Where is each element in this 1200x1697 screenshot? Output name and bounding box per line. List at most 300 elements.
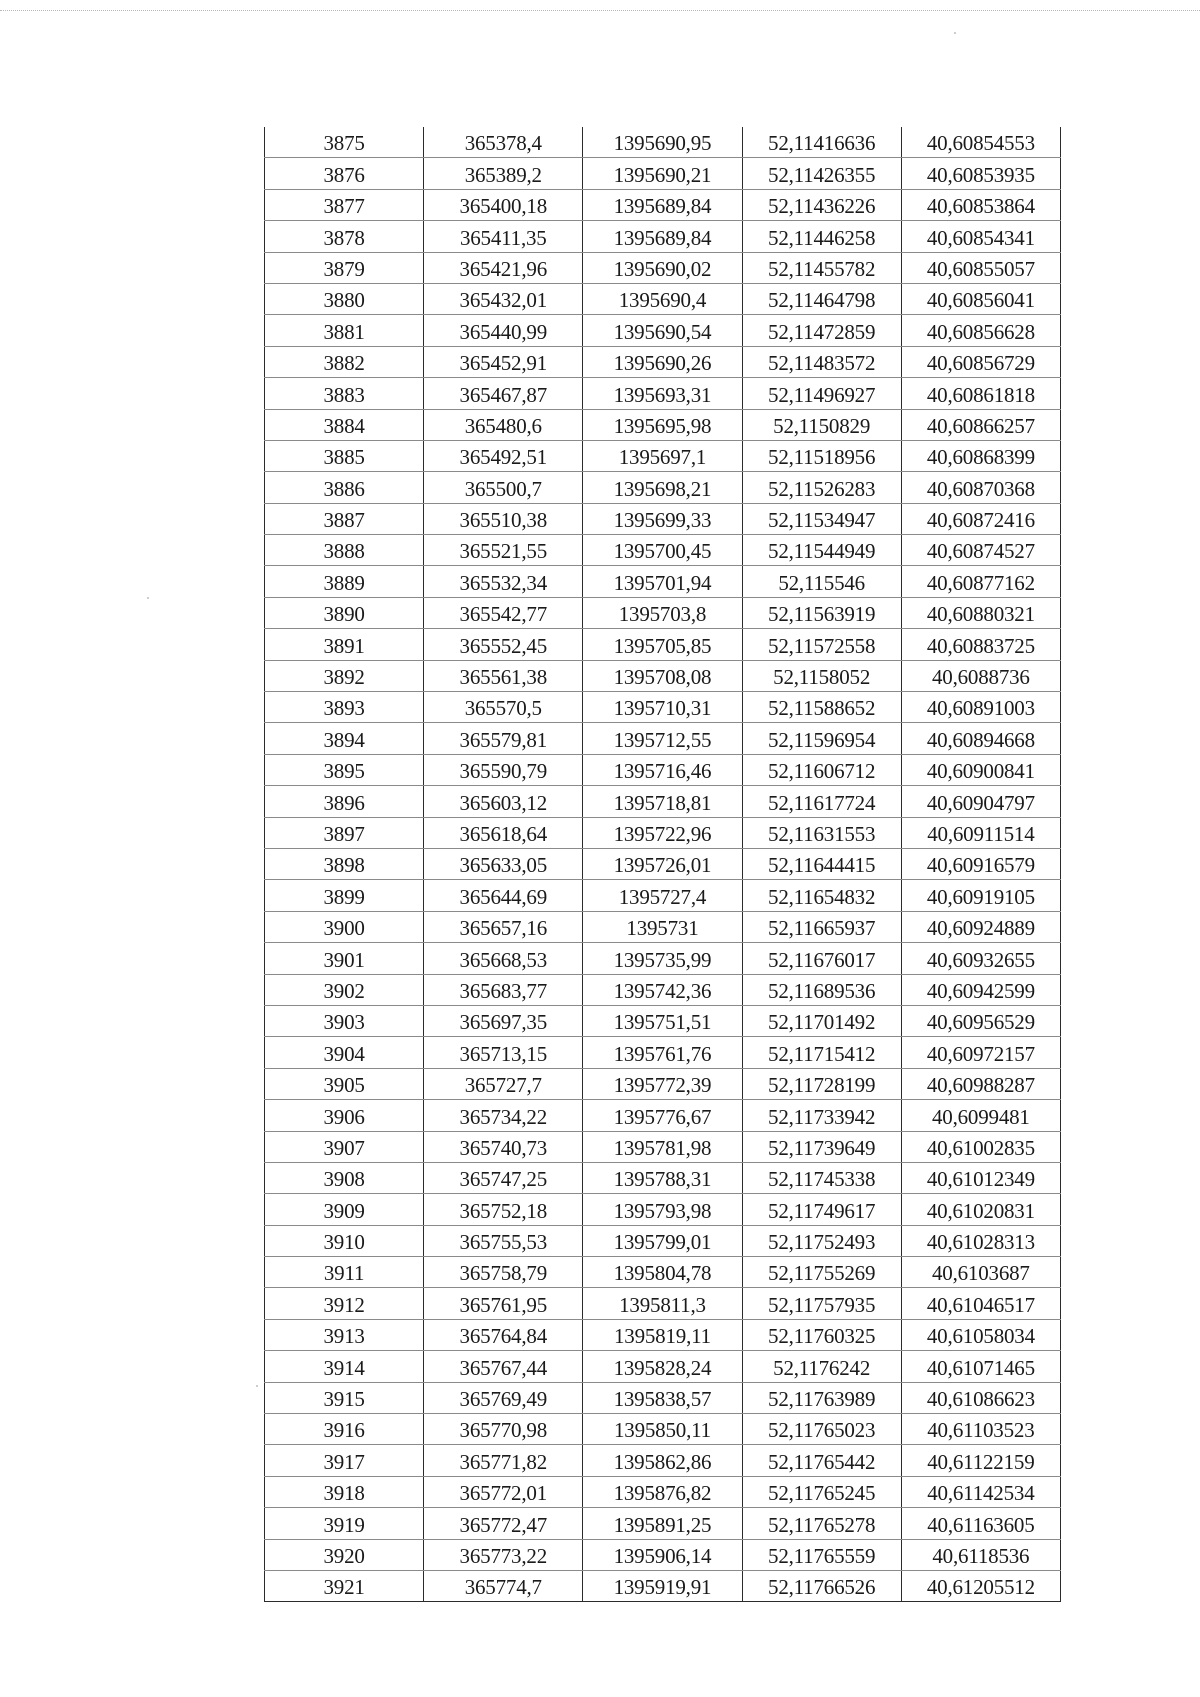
table-row bbox=[265, 911, 1061, 942]
cell-value: 40,60853864 bbox=[926, 194, 1035, 219]
y-coordinate-cell bbox=[583, 1382, 742, 1413]
cell-value: 1395876,82 bbox=[613, 1481, 712, 1506]
cell-value: 365761,95 bbox=[459, 1292, 547, 1317]
cell-value: 40,61058034 bbox=[926, 1324, 1035, 1349]
cell-value: 40,60916579 bbox=[926, 853, 1035, 878]
table-row bbox=[265, 127, 1061, 158]
longitude-cell bbox=[901, 629, 1060, 660]
cell-value: 3885 bbox=[323, 445, 365, 470]
x-coordinate-cell bbox=[424, 786, 583, 817]
cell-value: 1395742,36 bbox=[613, 978, 712, 1003]
point-number-cell bbox=[265, 440, 424, 471]
x-coordinate-cell bbox=[424, 503, 583, 534]
point-number-cell bbox=[265, 1068, 424, 1099]
table-row bbox=[265, 252, 1061, 283]
y-coordinate-cell bbox=[583, 189, 742, 220]
y-coordinate-cell bbox=[583, 723, 742, 754]
cell-value: 40,60856729 bbox=[926, 351, 1035, 376]
cell-value: 1395761,76 bbox=[613, 1041, 712, 1066]
cell-value: 3904 bbox=[323, 1041, 365, 1066]
cell-value: 3883 bbox=[323, 382, 365, 407]
x-coordinate-cell bbox=[424, 629, 583, 660]
cell-value: 365633,05 bbox=[459, 853, 547, 878]
x-coordinate-cell bbox=[424, 189, 583, 220]
table-row bbox=[265, 1225, 1061, 1256]
y-coordinate-cell bbox=[583, 817, 742, 848]
longitude-cell bbox=[901, 127, 1060, 158]
longitude-cell bbox=[901, 943, 1060, 974]
cell-value: 3918 bbox=[323, 1481, 365, 1506]
latitude-cell bbox=[742, 723, 901, 754]
latitude-cell bbox=[742, 629, 901, 660]
point-number-cell bbox=[265, 315, 424, 346]
x-coordinate-cell bbox=[424, 472, 583, 503]
table-row bbox=[265, 1508, 1061, 1539]
cell-value: 3886 bbox=[323, 476, 365, 501]
latitude-cell bbox=[742, 943, 901, 974]
cell-value: 1395776,67 bbox=[613, 1104, 712, 1129]
cell-value: 1395788,31 bbox=[613, 1167, 712, 1192]
cell-value: 3902 bbox=[323, 978, 365, 1003]
latitude-cell bbox=[742, 817, 901, 848]
cell-value: 40,60856041 bbox=[926, 288, 1035, 313]
cell-value: 365542,77 bbox=[459, 602, 547, 627]
cell-value: 52,11606712 bbox=[768, 759, 876, 784]
table-row bbox=[265, 817, 1061, 848]
cell-value: 40,60861818 bbox=[926, 382, 1035, 407]
cell-value: 40,6088736 bbox=[931, 665, 1030, 690]
x-coordinate-cell bbox=[424, 1005, 583, 1036]
cell-value: 3905 bbox=[323, 1073, 365, 1098]
x-coordinate-cell bbox=[424, 127, 583, 158]
cell-value: 365734,22 bbox=[459, 1104, 547, 1129]
cell-value: 3906 bbox=[323, 1104, 365, 1129]
x-coordinate-cell bbox=[424, 1570, 583, 1601]
latitude-cell bbox=[742, 472, 901, 503]
cell-value: 365771,82 bbox=[459, 1449, 547, 1474]
point-number-cell bbox=[265, 252, 424, 283]
cell-value: 1395690,4 bbox=[618, 288, 707, 313]
cell-value: 3880 bbox=[323, 288, 365, 313]
x-coordinate-cell bbox=[424, 440, 583, 471]
longitude-cell bbox=[901, 1414, 1060, 1445]
scan-top-edge bbox=[0, 10, 1200, 11]
latitude-cell bbox=[742, 1162, 901, 1193]
cell-value: 52,11745338 bbox=[768, 1167, 876, 1192]
table-row bbox=[265, 1037, 1061, 1068]
cell-value: 365752,18 bbox=[459, 1198, 547, 1223]
latitude-cell bbox=[742, 252, 901, 283]
cell-value: 3892 bbox=[323, 665, 365, 690]
cell-value: 40,60853935 bbox=[926, 162, 1035, 187]
cell-value: 52,11739649 bbox=[768, 1135, 876, 1160]
latitude-cell bbox=[742, 503, 901, 534]
x-coordinate-cell bbox=[424, 723, 583, 754]
cell-value: 365500,7 bbox=[464, 476, 542, 501]
cell-value: 1395716,46 bbox=[613, 759, 712, 784]
cell-value: 365774,7 bbox=[464, 1575, 542, 1600]
cell-value: 40,60883725 bbox=[926, 633, 1035, 658]
longitude-cell bbox=[901, 315, 1060, 346]
longitude-cell bbox=[901, 252, 1060, 283]
point-number-cell bbox=[265, 535, 424, 566]
latitude-cell bbox=[742, 409, 901, 440]
latitude-cell bbox=[742, 754, 901, 785]
cell-value: 40,60900841 bbox=[926, 759, 1035, 784]
y-coordinate-cell bbox=[583, 1005, 742, 1036]
cell-value: 40,60874527 bbox=[926, 539, 1035, 564]
point-number-cell bbox=[265, 409, 424, 440]
y-coordinate-cell bbox=[583, 440, 742, 471]
table-row bbox=[265, 221, 1061, 252]
cell-value: 3907 bbox=[323, 1135, 365, 1160]
cell-value: 365411,35 bbox=[459, 225, 547, 250]
table-row bbox=[265, 346, 1061, 377]
cell-value: 365683,77 bbox=[459, 978, 547, 1003]
cell-value: 365521,55 bbox=[459, 539, 547, 564]
cell-value: 52,1158052 bbox=[773, 665, 871, 690]
y-coordinate-cell bbox=[583, 472, 742, 503]
cell-value: 40,60911514 bbox=[927, 821, 1035, 846]
y-coordinate-cell bbox=[583, 252, 742, 283]
x-coordinate-cell bbox=[424, 378, 583, 409]
x-coordinate-cell bbox=[424, 283, 583, 314]
cell-value: 1395690,95 bbox=[613, 131, 712, 156]
longitude-cell bbox=[901, 503, 1060, 534]
table-row bbox=[265, 1351, 1061, 1382]
cell-value: 3884 bbox=[323, 413, 365, 438]
table-row bbox=[265, 786, 1061, 817]
table-row bbox=[265, 1162, 1061, 1193]
cell-value: 52,11755269 bbox=[768, 1261, 876, 1286]
y-coordinate-cell bbox=[583, 1351, 742, 1382]
y-coordinate-cell bbox=[583, 1476, 742, 1507]
cell-value: 1395804,78 bbox=[613, 1261, 712, 1286]
longitude-cell bbox=[901, 346, 1060, 377]
longitude-cell bbox=[901, 566, 1060, 597]
cell-value: 40,60872416 bbox=[926, 508, 1035, 533]
latitude-cell bbox=[742, 848, 901, 879]
table-row bbox=[265, 597, 1061, 628]
latitude-cell bbox=[742, 1005, 901, 1036]
point-number-cell bbox=[265, 786, 424, 817]
coordinates-table bbox=[264, 127, 1061, 1602]
latitude-cell bbox=[742, 1257, 901, 1288]
latitude-cell bbox=[742, 127, 901, 158]
cell-value: 1395862,86 bbox=[613, 1449, 712, 1474]
cell-value: 1395699,33 bbox=[613, 508, 712, 533]
cell-value: 3909 bbox=[323, 1198, 365, 1223]
scan-speck bbox=[256, 1385, 258, 1387]
table-row bbox=[265, 1288, 1061, 1319]
y-coordinate-cell bbox=[583, 127, 742, 158]
cell-value: 1395712,55 bbox=[613, 727, 712, 752]
latitude-cell bbox=[742, 1131, 901, 1162]
table-row bbox=[265, 1319, 1061, 1350]
cell-value: 52,1176242 bbox=[773, 1355, 871, 1380]
cell-value: 1395722,96 bbox=[613, 821, 712, 846]
y-coordinate-cell bbox=[583, 158, 742, 189]
cell-value: 1395727,4 bbox=[618, 884, 707, 909]
cell-value: 1395838,57 bbox=[613, 1387, 712, 1412]
cell-value: 1395689,84 bbox=[613, 225, 712, 250]
cell-value: 52,11765278 bbox=[768, 1512, 876, 1537]
latitude-cell bbox=[742, 1194, 901, 1225]
point-number-cell bbox=[265, 378, 424, 409]
cell-value: 1395772,39 bbox=[613, 1073, 712, 1098]
cell-value: 365480,6 bbox=[464, 413, 542, 438]
y-coordinate-cell bbox=[583, 409, 742, 440]
latitude-cell bbox=[742, 1445, 901, 1476]
point-number-cell bbox=[265, 692, 424, 723]
longitude-cell bbox=[901, 880, 1060, 911]
x-coordinate-cell bbox=[424, 1382, 583, 1413]
cell-value: 40,60880321 bbox=[926, 602, 1035, 627]
cell-value: 52,11752493 bbox=[768, 1230, 876, 1255]
scan-speck bbox=[954, 32, 956, 34]
x-coordinate-cell bbox=[424, 1319, 583, 1350]
cell-value: 52,11701492 bbox=[768, 1010, 876, 1035]
point-number-cell bbox=[265, 283, 424, 314]
x-coordinate-cell bbox=[424, 974, 583, 1005]
cell-value: 40,60877162 bbox=[926, 570, 1035, 595]
cell-value: 52,11563919 bbox=[768, 602, 876, 627]
scan-speck bbox=[147, 597, 149, 599]
cell-value: 3903 bbox=[323, 1010, 365, 1035]
cell-value: 40,61163605 bbox=[927, 1512, 1035, 1537]
cell-value: 52,11518956 bbox=[768, 445, 876, 470]
cell-value: 3893 bbox=[323, 696, 365, 721]
point-number-cell bbox=[265, 1414, 424, 1445]
point-number-cell bbox=[265, 1005, 424, 1036]
cell-value: 365400,18 bbox=[459, 194, 547, 219]
y-coordinate-cell bbox=[583, 1037, 742, 1068]
latitude-cell bbox=[742, 660, 901, 691]
cell-value: 40,61002835 bbox=[926, 1135, 1035, 1160]
cell-value: 52,11526283 bbox=[768, 476, 876, 501]
latitude-cell bbox=[742, 378, 901, 409]
cell-value: 40,6099481 bbox=[931, 1104, 1030, 1129]
cell-value: 52,11665937 bbox=[768, 916, 876, 941]
cell-value: 1395689,84 bbox=[613, 194, 712, 219]
cell-value: 3890 bbox=[323, 602, 365, 627]
table-row bbox=[265, 1539, 1061, 1570]
longitude-cell bbox=[901, 440, 1060, 471]
cell-value: 1395735,99 bbox=[613, 947, 712, 972]
cell-value: 3912 bbox=[323, 1292, 365, 1317]
y-coordinate-cell bbox=[583, 692, 742, 723]
longitude-cell bbox=[901, 409, 1060, 440]
x-coordinate-cell bbox=[424, 1194, 583, 1225]
latitude-cell bbox=[742, 346, 901, 377]
latitude-cell bbox=[742, 158, 901, 189]
longitude-cell bbox=[901, 283, 1060, 314]
table-row bbox=[265, 880, 1061, 911]
cell-value: 40,60856628 bbox=[926, 319, 1035, 344]
cell-value: 1395718,81 bbox=[613, 790, 712, 815]
point-number-cell bbox=[265, 911, 424, 942]
latitude-cell bbox=[742, 911, 901, 942]
latitude-cell bbox=[742, 283, 901, 314]
longitude-cell bbox=[901, 1570, 1060, 1601]
cell-value: 1395697,1 bbox=[618, 445, 707, 470]
cell-value: 1395700,45 bbox=[613, 539, 712, 564]
point-number-cell bbox=[265, 346, 424, 377]
y-coordinate-cell bbox=[583, 786, 742, 817]
cell-value: 40,61046517 bbox=[926, 1292, 1035, 1317]
cell-value: 365552,45 bbox=[459, 633, 547, 658]
table-row bbox=[265, 503, 1061, 534]
longitude-cell bbox=[901, 1162, 1060, 1193]
cell-value: 1395850,11 bbox=[613, 1418, 711, 1443]
point-number-cell bbox=[265, 597, 424, 628]
x-coordinate-cell bbox=[424, 1476, 583, 1507]
latitude-cell bbox=[742, 1351, 901, 1382]
cell-value: 40,60904797 bbox=[926, 790, 1035, 815]
cell-value: 1395708,08 bbox=[613, 665, 712, 690]
longitude-cell bbox=[901, 1068, 1060, 1099]
y-coordinate-cell bbox=[583, 1414, 742, 1445]
table-row bbox=[265, 1100, 1061, 1131]
y-coordinate-cell bbox=[583, 535, 742, 566]
cell-value: 3920 bbox=[323, 1543, 365, 1568]
point-number-cell bbox=[265, 1288, 424, 1319]
point-number-cell bbox=[265, 158, 424, 189]
y-coordinate-cell bbox=[583, 378, 742, 409]
cell-value: 365570,5 bbox=[464, 696, 542, 721]
cell-value: 52,11596954 bbox=[768, 727, 876, 752]
x-coordinate-cell bbox=[424, 1037, 583, 1068]
x-coordinate-cell bbox=[424, 1288, 583, 1319]
y-coordinate-cell bbox=[583, 848, 742, 879]
point-number-cell bbox=[265, 1225, 424, 1256]
cell-value: 40,60924889 bbox=[926, 916, 1035, 941]
cell-value: 365389,2 bbox=[464, 162, 542, 187]
y-coordinate-cell bbox=[583, 346, 742, 377]
latitude-cell bbox=[742, 1508, 901, 1539]
cell-value: 3894 bbox=[323, 727, 365, 752]
cell-value: 1395695,98 bbox=[613, 413, 712, 438]
longitude-cell bbox=[901, 1225, 1060, 1256]
longitude-cell bbox=[901, 1131, 1060, 1162]
cell-value: 1395828,24 bbox=[613, 1355, 712, 1380]
longitude-cell bbox=[901, 1037, 1060, 1068]
cell-value: 1395919,91 bbox=[613, 1575, 712, 1600]
longitude-cell bbox=[901, 723, 1060, 754]
cell-value: 365590,79 bbox=[459, 759, 547, 784]
longitude-cell bbox=[901, 158, 1060, 189]
cell-value: 52,11644415 bbox=[768, 853, 876, 878]
longitude-cell bbox=[901, 221, 1060, 252]
point-number-cell bbox=[265, 974, 424, 1005]
longitude-cell bbox=[901, 1257, 1060, 1288]
cell-value: 52,11766526 bbox=[768, 1575, 876, 1600]
cell-value: 3910 bbox=[323, 1230, 365, 1255]
point-number-cell bbox=[265, 629, 424, 660]
cell-value: 1395731 bbox=[626, 916, 699, 941]
cell-value: 40,6103687 bbox=[931, 1261, 1030, 1286]
cell-value: 52,11534947 bbox=[768, 508, 876, 533]
table-row bbox=[265, 848, 1061, 879]
cell-value: 52,11765442 bbox=[768, 1449, 876, 1474]
cell-value: 40,60942599 bbox=[926, 978, 1035, 1003]
cell-value: 3878 bbox=[323, 225, 365, 250]
cell-value: 1395906,14 bbox=[613, 1543, 712, 1568]
cell-value: 3897 bbox=[323, 821, 365, 846]
table-row bbox=[265, 535, 1061, 566]
x-coordinate-cell bbox=[424, 911, 583, 942]
point-number-cell bbox=[265, 817, 424, 848]
y-coordinate-cell bbox=[583, 1162, 742, 1193]
cell-value: 365603,12 bbox=[459, 790, 547, 815]
longitude-cell bbox=[901, 1319, 1060, 1350]
cell-value: 365697,35 bbox=[459, 1010, 547, 1035]
table-row bbox=[265, 1414, 1061, 1445]
point-number-cell bbox=[265, 127, 424, 158]
table-row bbox=[265, 189, 1061, 220]
cell-value: 3901 bbox=[323, 947, 365, 972]
point-number-cell bbox=[265, 1037, 424, 1068]
cell-value: 365773,22 bbox=[459, 1543, 547, 1568]
cell-value: 52,11676017 bbox=[768, 947, 876, 972]
y-coordinate-cell bbox=[583, 503, 742, 534]
latitude-cell bbox=[742, 566, 901, 597]
x-coordinate-cell bbox=[424, 692, 583, 723]
point-number-cell bbox=[265, 1476, 424, 1507]
y-coordinate-cell bbox=[583, 566, 742, 597]
cell-value: 40,61020831 bbox=[926, 1198, 1035, 1223]
longitude-cell bbox=[901, 597, 1060, 628]
table-row bbox=[265, 283, 1061, 314]
cell-value: 3876 bbox=[323, 162, 365, 187]
point-number-cell bbox=[265, 1257, 424, 1288]
point-number-cell bbox=[265, 1131, 424, 1162]
point-number-cell bbox=[265, 189, 424, 220]
table-row bbox=[265, 440, 1061, 471]
cell-value: 52,11426355 bbox=[768, 162, 876, 187]
cell-value: 1395811,3 bbox=[619, 1292, 706, 1317]
cell-value: 3879 bbox=[323, 256, 365, 281]
cell-value: 40,61142534 bbox=[927, 1481, 1035, 1506]
cell-value: 52,11763989 bbox=[768, 1387, 876, 1412]
cell-value: 40,60868399 bbox=[926, 445, 1035, 470]
cell-value: 52,11765023 bbox=[768, 1418, 876, 1443]
table-row bbox=[265, 629, 1061, 660]
table-row bbox=[265, 1570, 1061, 1601]
point-number-cell bbox=[265, 1382, 424, 1413]
cell-value: 365432,01 bbox=[459, 288, 547, 313]
x-coordinate-cell bbox=[424, 252, 583, 283]
cell-value: 52,11544949 bbox=[768, 539, 876, 564]
cell-value: 1395799,01 bbox=[613, 1230, 712, 1255]
y-coordinate-cell bbox=[583, 629, 742, 660]
cell-value: 52,11749617 bbox=[768, 1198, 876, 1223]
longitude-cell bbox=[901, 848, 1060, 879]
table-row bbox=[265, 1194, 1061, 1225]
cell-value: 365740,73 bbox=[459, 1135, 547, 1160]
x-coordinate-cell bbox=[424, 1508, 583, 1539]
point-number-cell bbox=[265, 1570, 424, 1601]
latitude-cell bbox=[742, 880, 901, 911]
cell-value: 1395891,25 bbox=[613, 1512, 712, 1537]
latitude-cell bbox=[742, 786, 901, 817]
point-number-cell bbox=[265, 754, 424, 785]
cell-value: 365467,87 bbox=[459, 382, 547, 407]
cell-value: 365727,7 bbox=[464, 1073, 542, 1098]
latitude-cell bbox=[742, 1068, 901, 1099]
latitude-cell bbox=[742, 535, 901, 566]
cell-value: 1395690,54 bbox=[613, 319, 712, 344]
